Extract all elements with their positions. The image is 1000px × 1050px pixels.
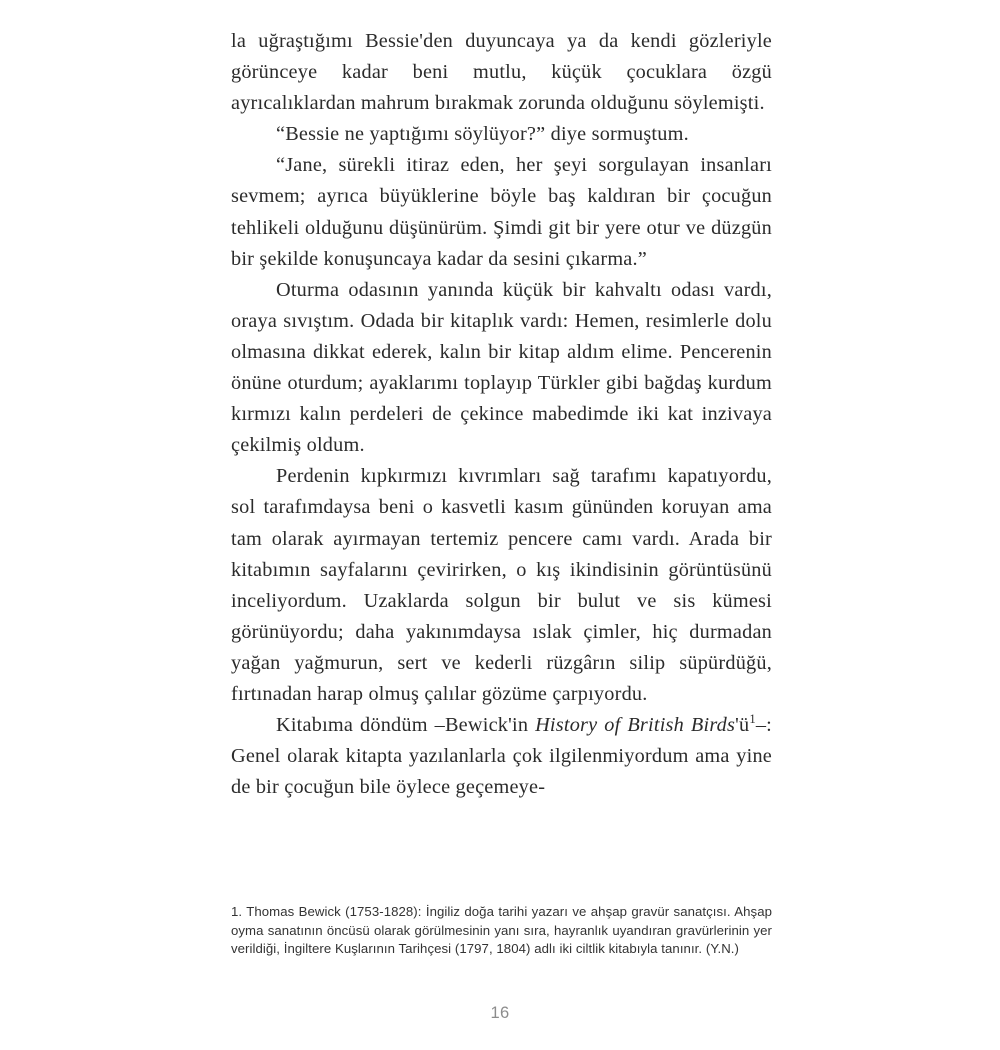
body-text-block: [231, 26, 772, 803]
paragraph-tail-text: –: Genel olarak kitapta yazılanlarla çok ilgilenmiyordum ama yine de bir çocuğun bile öylece geçemeye-: [231, 714, 772, 799]
body-paragraph: la uğraştığımı Bessie'den duyuncaya ya da kendi gözleriyle görünceye kadar beni mutlu, küçük çocuklara özgü ayrıcalıklardan mahrum bırakmak zorunda olduğunu söylemişti.: [231, 30, 772, 115]
body-paragraph: Perdenin kıpkırmızı kıvrımları sağ tarafımı kapatıyordu, sol tarafımdaysa beni o kasvetli kasım gününden koruyan ama tam olarak ayırmayan tertemiz pencere camı vardı. Arada bir kitabımın sayfalarını çevirirken, o kış ikindisinin görüntüsünü inceliyordum. Uzaklarda solgun bir bulut ve sis kümesi görünüyordu; daha yakınımdaysa ıslak çimler, hiç durmadan yağan yağmurun, sert ve kederli rüzgârın silip süpürdüğü, fırtınadan harap olmuş çalılar gözüme çarpıyordu.: [231, 465, 772, 705]
footnote-reference-marker[interactable]: 1: [749, 712, 756, 727]
body-paragraph: Oturma odasının yanında küçük bir kahvaltı odası vardı, oraya sıvıştım. Odada bir kitaplık vardı: Hemen, resimlerle dolu olmasına dikkat ederek, kalın bir kitap aldım elime. Pencerenin önüne oturdum; ayaklarımı toplayıp Türkler gibi bağdaş kurdum kırmızı kalın perdeleri de çekince mabedimde iki kat inzivaya çekilmiş oldum.: [231, 278, 772, 457]
italic-book-title: History of British Birds: [535, 714, 736, 737]
body-paragraph: “Bessie ne yaptığımı söylüyor?” diye sormuştum.: [276, 123, 689, 146]
paragraph-lead-text: Kitabıma döndüm –Bewick'in: [276, 714, 536, 737]
footnote-block: [231, 903, 772, 959]
body-paragraph-with-footnote-reference: [231, 710, 772, 803]
page-number: 16: [490, 1004, 510, 1022]
body-paragraph: “Jane, sürekli itiraz eden, her şeyi sorgulayan insanları sevmem; ayrıca büyüklerine böyle baş kaldıran bir çocuğun tehlikeli olduğunu düşünürüm. Şimdi git bir yere otur ve düzgün bir şekilde konuşuncaya kadar da sesini çıkarma.”: [231, 154, 772, 270]
footnote-text: 1. Thomas Bewick (1753-1828): İngiliz doğa tarihi yazarı ve ahşap gravür sanatçısı. Ahşap oyma sanatının öncüsü olarak görülmesinin yanı sıra, hayranlık uyandıran gravürlerinin yer verildiği, İngiltere Kuşlarının Tarihçesi (1797, 1804) adlı iki ciltlik kitabıyla tanınır. (Y.N.): [231, 904, 772, 957]
title-suffix-text: 'ü: [735, 714, 750, 737]
